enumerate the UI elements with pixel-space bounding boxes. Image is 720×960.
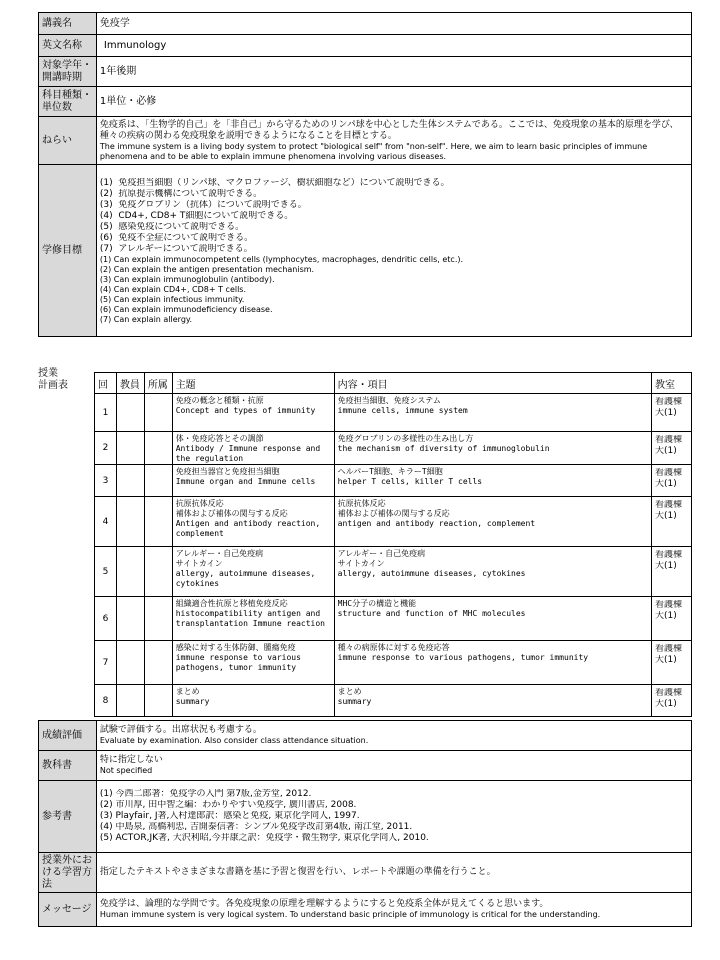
content-line: structure and function of MHC molecules (337, 609, 526, 618)
english-name-label: 英文名称 (39, 35, 97, 57)
topic-line: 感染に対する生体防御、腫瘍免疫 (175, 643, 296, 652)
room-cell (652, 394, 692, 432)
topic-line: histocompatibility antigen and (175, 609, 321, 618)
room-cell (652, 685, 692, 717)
topic-line: immune response to various (175, 653, 301, 662)
english-name: Immunology (96, 35, 691, 57)
room-line: 看護棟 (655, 600, 683, 610)
room-line: 大(1) (655, 611, 677, 621)
topic-cell (172, 641, 334, 685)
message-label: メッセージ (39, 893, 97, 927)
session-number: 4 (95, 497, 117, 547)
goal-item-en: (2) Can explain the antigen presentation mechanism. (99, 265, 315, 274)
references-list (100, 789, 688, 844)
room-line: 大(1) (655, 479, 677, 489)
content-line: helper T cells, killer T cells (337, 477, 483, 486)
header-topic: 主題 (172, 373, 334, 394)
plan-header-row (95, 373, 692, 394)
room-cell (652, 465, 692, 497)
topic-cell (172, 685, 334, 717)
goals-text (96, 165, 691, 337)
textbook-text: 特に指定しない Not specified (96, 751, 691, 781)
room-line: 大(1) (655, 408, 677, 418)
topic-line: サイトカイン (175, 559, 223, 568)
topic-cell (172, 597, 334, 641)
teacher-cell (116, 465, 144, 497)
goal-item-en: (5) Can explain infectious immunity. (99, 295, 245, 304)
topic-line: allergy, autoimmune diseases, (175, 569, 316, 578)
room-cell (652, 432, 692, 465)
plan-row (95, 394, 692, 432)
content-cell (334, 497, 651, 547)
topic-line: transplantation Immune reaction (175, 619, 325, 628)
topic-line: 体・免疫応答とその調節 (175, 434, 264, 443)
plan-row (95, 432, 692, 465)
course-info-table (38, 12, 692, 337)
aim-jp: 免疫系は、「生物学的自己」を「非自己」から守るためのリンパ球を中心とした生体システムである。ここでは、免疫現象の基本的原理を学び、種々の疾病の関わる免疫現象を説明できるようになることを目標とする。 (99, 119, 679, 141)
topic-line: 免疫担当器官と免疫担当細胞 (175, 467, 280, 476)
header-teacher: 教員 (116, 373, 144, 394)
reference-item: (4) 中島泉, 高橋利忠, 吉開泰信著：シンプル免疫学改訂第4版, 南江堂, 2011. (99, 822, 413, 832)
session-number: 1 (95, 394, 117, 432)
goals-en-list (100, 255, 688, 325)
topic-cell (172, 432, 334, 465)
topic-line: まとめ (175, 687, 200, 696)
teacher-cell (116, 497, 144, 547)
textbook-label: 教科書 (39, 751, 97, 781)
room-line: 看護棟 (655, 435, 683, 445)
topic-line: Antigen and antibody reaction, (175, 519, 321, 528)
content-line: 補体および補体の関与する反応 (337, 509, 450, 518)
session-number: 5 (95, 547, 117, 597)
content-cell (334, 685, 651, 717)
topic-cell (172, 465, 334, 497)
plan-row (95, 465, 692, 497)
content-line: まとめ (337, 687, 362, 696)
content-cell (334, 597, 651, 641)
goal-item-en: (4) Can explain CD4+, CD8+ T cells. (99, 285, 247, 294)
credit-label: 科目種類・単位数 (39, 87, 97, 117)
reference-item: (2) 市川厚, 田中智之編：わかりやすい免疫学, 廣川書店, 2008. (99, 800, 357, 810)
goal-item-jp: (1) 免疫担当細胞（リンパ球、マクロファージ、樹状細胞など）について説明できる。 (99, 178, 450, 188)
dept-cell (144, 547, 172, 597)
goal-item-jp: (7) アレルギーについて説明できる。 (99, 244, 253, 254)
aim-text (96, 117, 691, 165)
evaluation-label: 成績評価 (39, 721, 97, 751)
room-line: 大(1) (655, 446, 677, 456)
plan-row (95, 641, 692, 685)
topic-line: 組織適合性抗原と移植免疫反応 (175, 599, 288, 608)
topic-line: summary (175, 697, 210, 706)
goal-item-jp: (4) CD4+, CD8+ T細胞について説明できる。 (99, 211, 294, 221)
room-line: 大(1) (655, 511, 677, 521)
content-line: the mechanism of diversity of immunoglobulin (337, 444, 550, 453)
content-line: immune cells, immune system (337, 406, 468, 415)
aim-label: ねらい (39, 117, 97, 165)
content-line: 抗原抗体反応 (337, 499, 386, 508)
goals-label: 学修目標 (39, 165, 97, 337)
session-number: 6 (95, 597, 117, 641)
header-room: 教室 (652, 373, 692, 394)
goal-item-en: (3) Can explain immunoglobulin (antibody). (99, 275, 275, 284)
content-line: immune response to various pathogens, tumor immunity (337, 653, 589, 662)
course-name: 免疫学 (96, 13, 691, 35)
content-cell (334, 547, 651, 597)
target-year: 1年後期 (96, 57, 691, 87)
content-cell (334, 465, 651, 497)
goal-item-en: (1) Can explain immunocompetent cells (lymphocytes, macrophages, dendritic cells, etc.). (99, 255, 464, 264)
study-method-label: 授業外における学習方法 (39, 853, 97, 893)
topic-line: Immune organ and Immune cells (175, 477, 316, 486)
room-line: 看護棟 (655, 688, 683, 698)
content-line: 種々の病原体に対する免疫応答 (337, 643, 450, 652)
reference-item: (5) ACTOR,JK著, 大沢利昭,今井康之訳：免疫学・微生物学, 東京化学同人, 2010. (99, 833, 429, 843)
content-line: antigen and antibody reaction, complement (337, 519, 536, 528)
content-line: アレルギー・自己免疫病 (337, 549, 426, 558)
session-number: 2 (95, 432, 117, 465)
teacher-cell (116, 641, 144, 685)
topic-line: Antibody / Immune response and (175, 444, 321, 453)
dept-cell (144, 465, 172, 497)
room-line: 看護棟 (655, 644, 683, 654)
session-number: 7 (95, 641, 117, 685)
session-number: 8 (95, 685, 117, 717)
room-cell (652, 497, 692, 547)
room-line: 大(1) (655, 699, 677, 709)
room-line: 看護棟 (655, 468, 683, 478)
header-no: 回 (95, 373, 117, 394)
assessment-table (38, 720, 692, 927)
topic-line: pathogens, tumor immunity (175, 663, 297, 672)
topic-line: アレルギー・自己免疫病 (175, 549, 264, 558)
topic-line: Concept and types of immunity (175, 406, 316, 415)
topic-cell (172, 394, 334, 432)
content-line: サイトカイン (337, 559, 385, 568)
content-line: MHC分子の構造と機能 (337, 599, 417, 608)
plan-row (95, 597, 692, 641)
room-line: 看護棟 (655, 550, 683, 560)
content-line: summary (337, 697, 372, 706)
message-text: 免疫学は、論理的な学問です。各免疫現象の原理を理解するようにすると免疫系全体が見えてくると思います。 Human immune system is very logical system. To understand basic principle of immunology is critical for the understanding. (96, 893, 691, 927)
header-content: 内容・項目 (334, 373, 651, 394)
course-name-label: 講義名 (39, 13, 97, 35)
goal-item-jp: (5) 感染免疫について説明できる。 (99, 222, 245, 232)
goal-item-jp: (2) 抗原提示機構について説明できる。 (99, 189, 263, 199)
plan-table (94, 372, 692, 717)
content-cell (334, 394, 651, 432)
plan-row (95, 547, 692, 597)
room-line: 看護棟 (655, 397, 683, 407)
content-line: ヘルパーT細胞、キラーT細胞 (337, 467, 443, 476)
topic-line: complement (175, 529, 224, 538)
dept-cell (144, 432, 172, 465)
content-cell (334, 641, 651, 685)
plan-label: 授業 計画表 (38, 368, 68, 391)
target-year-label: 対象学年・開講時期 (39, 57, 97, 87)
credit: 1単位・必修 (96, 87, 691, 117)
topic-line: cytokines (175, 579, 220, 588)
evaluation-text: 試験で評価する。出席状況も考慮する。 Evaluate by examination. Also consider class attendance situation. (96, 721, 691, 751)
goal-item-en: (7) Can explain allergy. (99, 315, 193, 324)
reference-item: (1) 今西二郎著：免疫学の入門 第7版,金芳堂, 2012. (99, 789, 312, 799)
topic-line: the regulation (175, 454, 244, 463)
content-line: 免疫グロブリンの多様性の生み出し方 (337, 434, 474, 443)
dept-cell (144, 641, 172, 685)
header-dept: 所属 (144, 373, 172, 394)
session-number: 3 (95, 465, 117, 497)
room-cell (652, 597, 692, 641)
room-line: 看護棟 (655, 500, 683, 510)
teacher-cell (116, 432, 144, 465)
study-method-text: 指定したテキストやさまざまな書籍を基に予習と復習を行い、レポートや課題の準備を行うこと。 (96, 853, 691, 893)
topic-line: 補体および補体の関与する反応 (175, 509, 288, 518)
plan-row (95, 497, 692, 547)
plan-row (95, 685, 692, 717)
room-line: 大(1) (655, 561, 677, 571)
references-label: 参考書 (39, 781, 97, 853)
aim-en: The immune system is a living body system to protect "biological self" from "non-self". Here, we aim to learn basic principles of immune phenomena and to be able to explain immune phenomena involving various diseases. (99, 141, 648, 161)
topic-line: 抗原抗体反応 (175, 499, 224, 508)
goals-jp-list (100, 178, 688, 255)
content-cell (334, 432, 651, 465)
reference-item: (3) Playfair, J著,入村達郎訳：感染と免疫, 東京化学同人, 1997. (99, 811, 360, 821)
teacher-cell (116, 547, 144, 597)
teacher-cell (116, 685, 144, 717)
goal-item-jp: (6) 免疫不全症について説明できる。 (99, 233, 254, 243)
dept-cell (144, 685, 172, 717)
room-cell (652, 547, 692, 597)
references-text (96, 781, 691, 853)
topic-cell (172, 547, 334, 597)
goal-item-en: (6) Can explain immunodeficiency disease. (99, 305, 273, 314)
topic-cell (172, 497, 334, 547)
dept-cell (144, 497, 172, 547)
teacher-cell (116, 394, 144, 432)
topic-line: 免疫の概念と種類・抗原 (175, 396, 264, 405)
dept-cell (144, 394, 172, 432)
content-line: 免疫担当細胞、免疫システム (337, 396, 441, 405)
room-line: 大(1) (655, 655, 677, 665)
teacher-cell (116, 597, 144, 641)
goal-item-jp: (3) 免疫グロブリン（抗体）について説明できる。 (99, 200, 307, 210)
room-cell (652, 641, 692, 685)
dept-cell (144, 597, 172, 641)
content-line: allergy, autoimmune diseases, cytokines (337, 569, 526, 578)
